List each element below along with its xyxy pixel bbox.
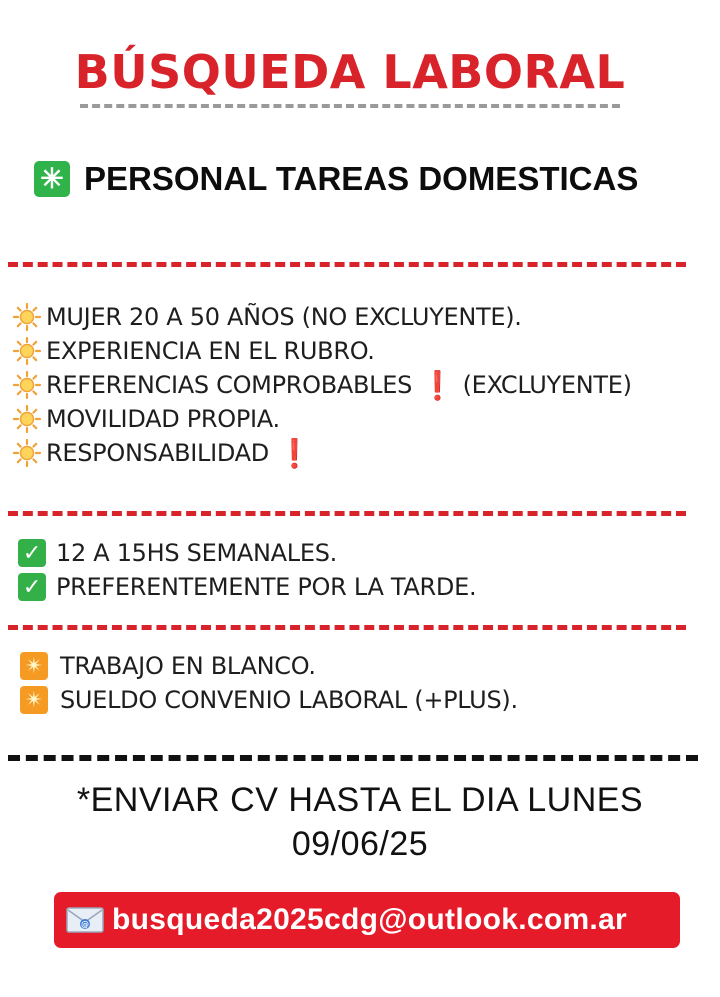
list-item [12, 436, 632, 470]
list-item [12, 570, 476, 604]
check-mark-icon: ✓ [18, 539, 46, 567]
section-divider [8, 262, 686, 267]
deadline-line: *ENVIAR CV HASTA EL DIA LUNES [76, 781, 644, 819]
deadline-notice [0, 778, 720, 866]
benefits-list [12, 649, 518, 717]
sun-icon [12, 302, 42, 332]
eight-pointed-star-icon: ✴ [20, 652, 48, 680]
list-item [12, 300, 632, 334]
list-item [12, 334, 632, 368]
job-position-heading [34, 160, 714, 198]
deadline-date: 09/06/25 [291, 825, 429, 863]
page-title: BÚSQUEDA LABORAL [74, 45, 626, 99]
requirement-text: MUJER 20 A 50 AÑOS (NO EXCLUYENTE). [46, 303, 522, 331]
list-item [12, 536, 476, 570]
requirement-text: RESPONSABILIDAD [46, 439, 269, 467]
job-position-text: PERSONAL TAREAS DOMESTICAS [84, 160, 639, 197]
requirement-text: REFERENCIAS COMPROBABLES [46, 371, 413, 399]
email-address[interactable]: busqueda2025cdg@outlook.com.ar [112, 903, 628, 936]
section-divider [8, 625, 686, 630]
list-item [12, 683, 518, 717]
sun-icon [12, 336, 42, 366]
requirement-text: EXPERIENCIA EN EL RUBRO. [46, 337, 375, 365]
exclamation-icon: ❗ [276, 436, 312, 470]
section-divider [8, 511, 686, 516]
requirements-list [12, 300, 632, 470]
schedule-text: 12 A 15HS SEMANALES. [56, 539, 337, 567]
list-item [12, 649, 518, 683]
exclamation-icon: ❗ [420, 368, 455, 402]
section-divider [8, 755, 698, 761]
check-mark-icon: ✓ [18, 573, 46, 601]
title-underline [80, 104, 620, 108]
eight-spoked-asterisk-icon: ✳ [34, 161, 70, 197]
schedule-list [12, 536, 476, 604]
envelope-icon [66, 906, 104, 934]
sun-icon [12, 370, 42, 400]
svg-text:@: @ [81, 920, 89, 929]
requirement-qualifier: (EXCLUYENTE) [462, 371, 632, 399]
benefit-text: TRABAJO EN BLANCO. [60, 652, 316, 680]
sun-icon [12, 438, 42, 468]
schedule-text: PREFERENTEMENTE POR LA TARDE. [56, 573, 477, 601]
eight-pointed-star-icon: ✴ [20, 686, 48, 714]
sun-icon [12, 404, 42, 434]
email-contact-link[interactable] [54, 892, 680, 948]
requirement-text: MOVILIDAD PROPIA. [46, 405, 280, 433]
list-item [12, 368, 632, 402]
benefit-text: SUELDO CONVENIO LABORAL (+PLUS). [60, 686, 518, 714]
list-item [12, 402, 632, 436]
